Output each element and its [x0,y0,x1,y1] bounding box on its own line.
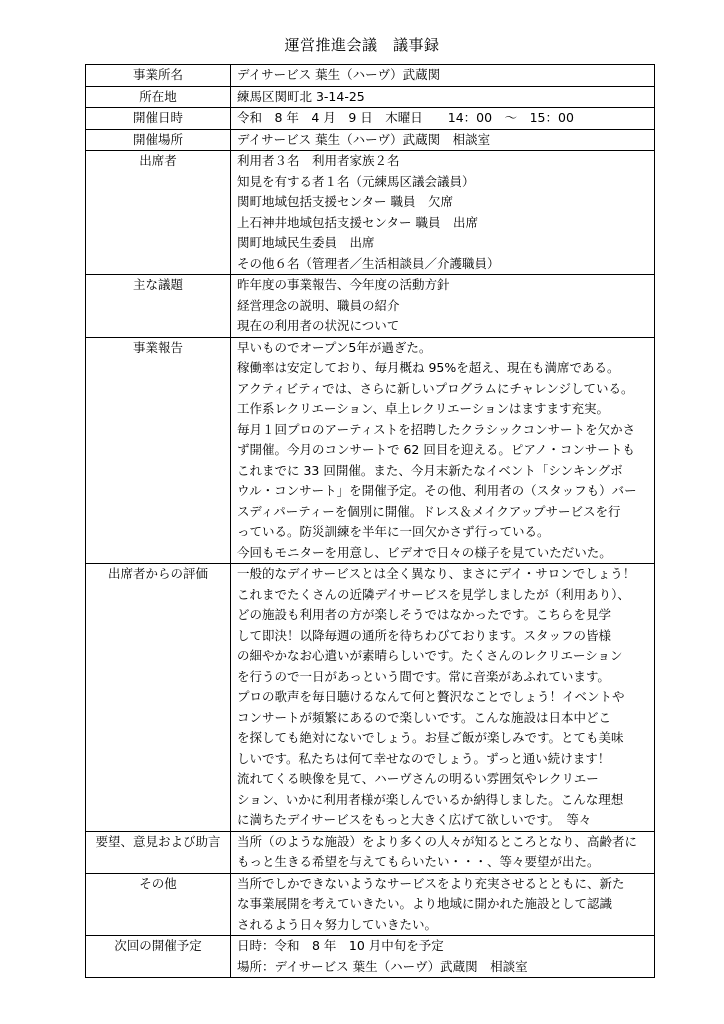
text-line: を探しても絶対にないでしょう。お昼ご飯が楽しみです。とても美味 [237,730,624,745]
text-line: 場所：デイサービス 葉生（ハーヴ）武蔵関 相談室 [237,958,528,974]
text-line: その他６名（管理者／生活相談員／介護職員） [237,255,500,271]
text-line: デイサービス 葉生（ハーヴ）武蔵関 [237,67,441,82]
next-meeting-label: 次回の開催予定 [86,936,231,978]
row-attendees [86,151,655,275]
office-name-value [231,65,655,87]
text-line: 稼働率は安定しており、毎月概ね 95%を超え、現在も満席である。 [237,360,620,375]
meeting-datetime-label: 開催日時 [86,108,231,130]
main-agenda-value [231,275,655,338]
row-office-name [86,65,655,87]
text-line: 令和 8 年 4 月 9 日 木曜日 14：00 ～ 15：00 [237,110,574,125]
text-line: デイサービス 葉生（ハーヴ）武蔵関 相談室 [237,131,491,147]
requests-advice-value [231,831,655,873]
text-line: コンサートが頻繁にあるので楽しいです。こんな施設は日本中どこ [237,709,612,725]
text-line: 日時：令和 8 年 10 月中旬を予定 [237,938,444,953]
requests-advice-label: 要望、意見および助言 [86,831,231,873]
text-line: これまでに 33 回開催。また、今月末新たなイベント「シンキングボ [237,462,623,478]
text-line: な事業展開を考えていきたい。より地域に開かれた施設として認識 [237,896,613,911]
main-agenda-label: 主な議題 [86,275,231,338]
office-name-label: 事業所名 [86,65,231,87]
row-other [86,873,655,936]
text-line: 経営理念の説明、職員の紹介 [237,297,400,313]
row-business-report [86,337,655,564]
meeting-place-value [231,129,655,151]
row-attendee-evaluation [86,564,655,832]
text-line: ウル・コンサート」を開催予定。その他、利用者の（スタッフも）バー [237,483,637,498]
minutes-table [85,64,655,978]
text-line: に満ちたデイサービスをもっと大きく広げて欲しいです。 等々 [237,812,592,827]
text-line: 上石神井地域包括支援センター 職員 出席 [237,214,478,230]
document-title: 運営推進会議 議事録 [284,36,440,54]
text-line: 一般的なデイサービスとは全く異なり、まさにデイ・サロンでしょう！ [237,566,636,581]
row-meeting-datetime [86,108,655,130]
business-report-value [231,337,655,564]
row-next-meeting [86,936,655,978]
text-line: を行うので一日があっという間です。常に音楽があふれています。 [237,668,610,684]
row-meeting-place [86,129,655,151]
meeting-place-label: 開催場所 [86,129,231,151]
text-line: 練馬区関町北 3-14-25 [237,88,365,104]
text-line: ず開催。今月のコンサートで 62 回目を迎える。ピアノ・コンサートも [237,442,635,457]
attendees-value [231,151,655,275]
text-line: これまでたくさんの近隣デイサービスを見学しましたが（利用あり）、 [237,586,630,602]
text-line: 知見を有する者１名（元練馬区議会議員） [237,173,475,189]
other-value [231,873,655,936]
address-value [231,86,655,108]
text-line: ション、いかに利用者様が楽しんでいるか納得しました。こんな理想 [237,791,624,807]
next-meeting-value [231,936,655,978]
text-line: 早いものでオープン5年が過ぎた。 [237,339,432,355]
row-address [86,86,655,108]
text-line: されるよう日々努力していきたい。 [237,916,438,932]
text-line: スディパーティーを個別に開催。ドレス＆メイクアップサービスを行 [237,503,621,519]
business-report-label: 事業報告 [86,337,231,564]
text-line: 現在の利用者の状況について [237,318,400,333]
text-line: 関町地域包括支援センター 職員 欠席 [237,194,453,209]
text-line: の細やかなお心遣いが素晴らしいです。たくさんのレクリエーション [237,648,623,663]
text-line: っている。防災訓練を半年に一回欠かさず行っている。 [237,524,550,539]
text-line: 今回もモニターを用意し、ビデオで日々の様子を見ていただいた。 [237,544,612,560]
text-line: 当所でしかできないようなサービスをより充実させるとともに、新た [237,875,625,891]
text-line: 当所（のような施設）をより多くの人々が知るところとなり、高齢者に [237,833,638,849]
text-line: 関町地域民生委員 出席 [237,235,375,250]
row-requests-advice [86,831,655,873]
text-line: プロの歌声を毎日聴けるなんて何と贅沢なことでしょう！イベントや [237,689,625,704]
text-line: もっと生きる希望を与えてもらいたい・・・、等々要望が出た。 [237,854,600,869]
attendee-evaluation-value [231,564,655,832]
meeting-datetime-value [231,108,655,130]
text-line: どの施設も利用者の方が楽しそうではなかったです。こちらを見学 [237,607,612,622]
text-line: アクティビティでは、さらに新しいプログラムにチャレンジしている。 [237,380,634,396]
text-line: して即決！以降毎週の通所を待ちわびております。スタッフの皆様 [237,627,612,643]
text-line: 毎月１回プロのアーティストを招聘したクラシックコンサートを欠かさ [237,421,636,437]
attendees-label: 出席者 [86,151,231,275]
attendee-evaluation-label: 出席者からの評価 [86,564,231,832]
address-label: 所在地 [86,86,231,108]
text-line: 昨年度の事業報告、今年度の活動方針 [237,277,450,292]
text-line: 工作系レクリエーション、卓上レクリエーションはますます充実。 [237,401,610,416]
text-line: 利用者３名 利用者家族２名 [237,153,400,168]
row-main-agenda [86,275,655,338]
text-line: しいです。私たちは何て幸せなのでしょう。ずっと通い続けます！ [237,750,611,766]
other-label: その他 [86,873,231,936]
text-line: 流れてくる映像を見て、ハーヴさんの明るい雰囲気やレクリエー [237,771,599,786]
